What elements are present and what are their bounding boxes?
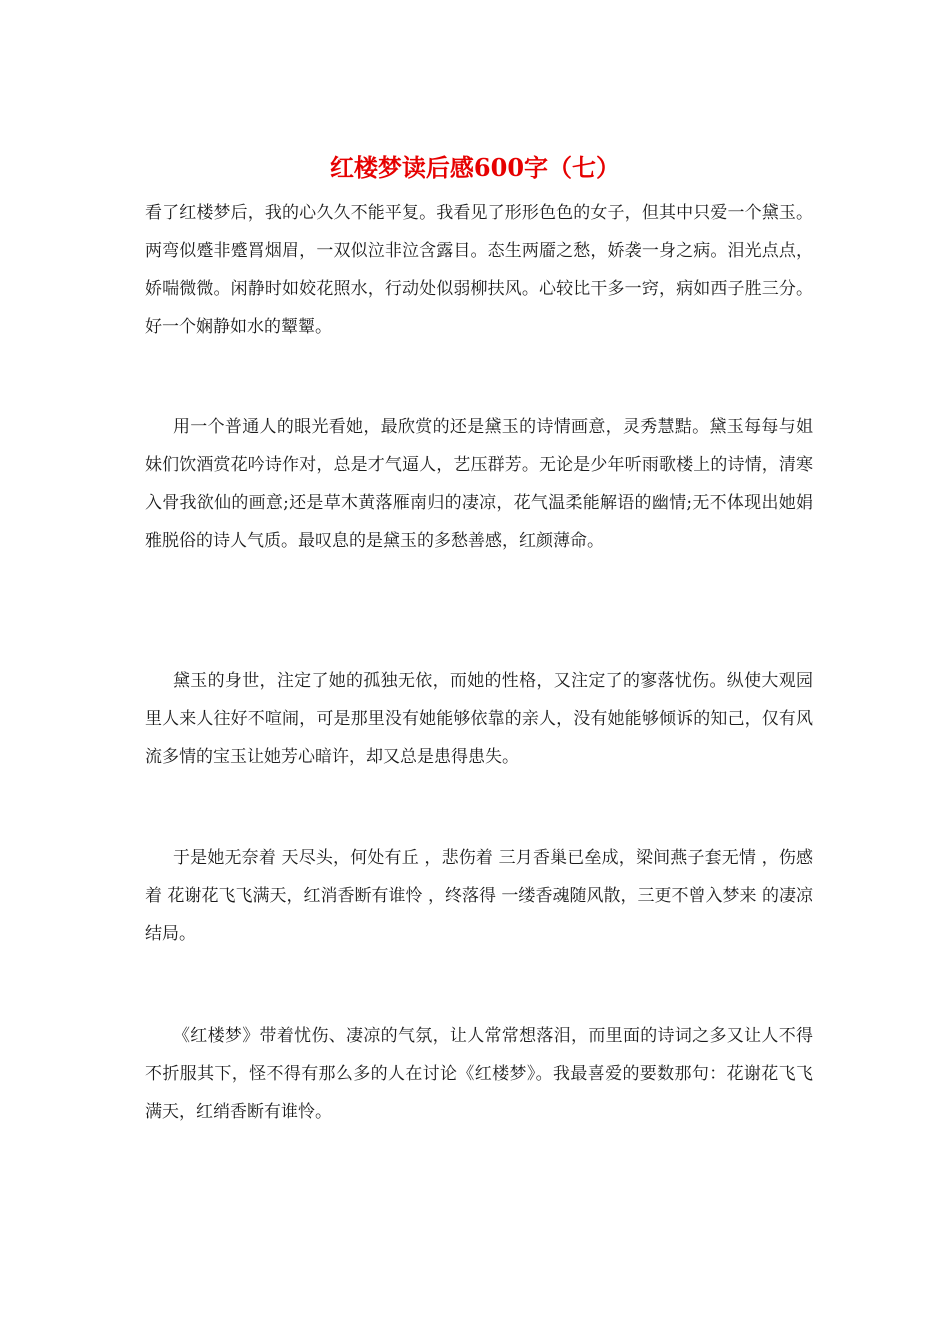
document-title: 红楼梦读后感600字（七） xyxy=(329,153,621,182)
paragraph-2: 用一个普通人的眼光看她，最欣赏的还是黛玉的诗情画意，灵秀慧黠。黛玉每每与姐妹们饮酒赏花吟诗作对，总是才气逼人，艺压群芳。无论是少年听雨歌楼上的诗情，清寒入骨我欲仙的画意;还是草木黄落雁南归的凄凉，花气温柔能解语的幽情;无不体现出她娟雅脱俗的诗人气质。最叹息的是黛玉的多愁善感，红颜薄命。 xyxy=(145,417,813,551)
paragraph-1: 看了红楼梦后，我的心久久不能平复。我看见了形形色色的女子，但其中只爱一个黛玉。两弯似蹙非蹙罥烟眉，一双似泣非泣含露目。态生两靥之愁，娇袭一身之病。泪光点点，娇喘微微。闲静时如姣花照水，行动处似弱柳扶风。心较比干多一窍，病如西子胜三分。好一个娴静如水的颦颦。 xyxy=(145,203,813,337)
paragraph-3: 黛玉的身世，注定了她的孤独无依，而她的性格，又注定了的寥落忧伤。纵使大观园里人来人往好不喧闹，可是那里没有她能够依靠的亲人，没有她能够倾诉的知己，仅有风流多情的宝玉让她芳心暗许，却又总是患得患失。 xyxy=(145,671,813,767)
paragraph-4: 于是她无奈着 天尽头，何处有丘 ，悲伤着 三月香巢已垒成，梁间燕子套无情 ，伤感着 花谢花飞飞满天，红消香断有谁怜 ，终落得 一缕香魂随风散，三更不曾入梦来 的凄凉结局。 xyxy=(145,848,813,944)
paragraph-5: 《红楼梦》带着忧伤、凄凉的气氛，让人常常想落泪，而里面的诗词之多又让人不得不折服其下，怪不得有那么多的人在讨论《红楼梦》。我最喜爱的要数那句：花谢花飞飞满天，红绡香断有谁怜。 xyxy=(145,1026,813,1122)
